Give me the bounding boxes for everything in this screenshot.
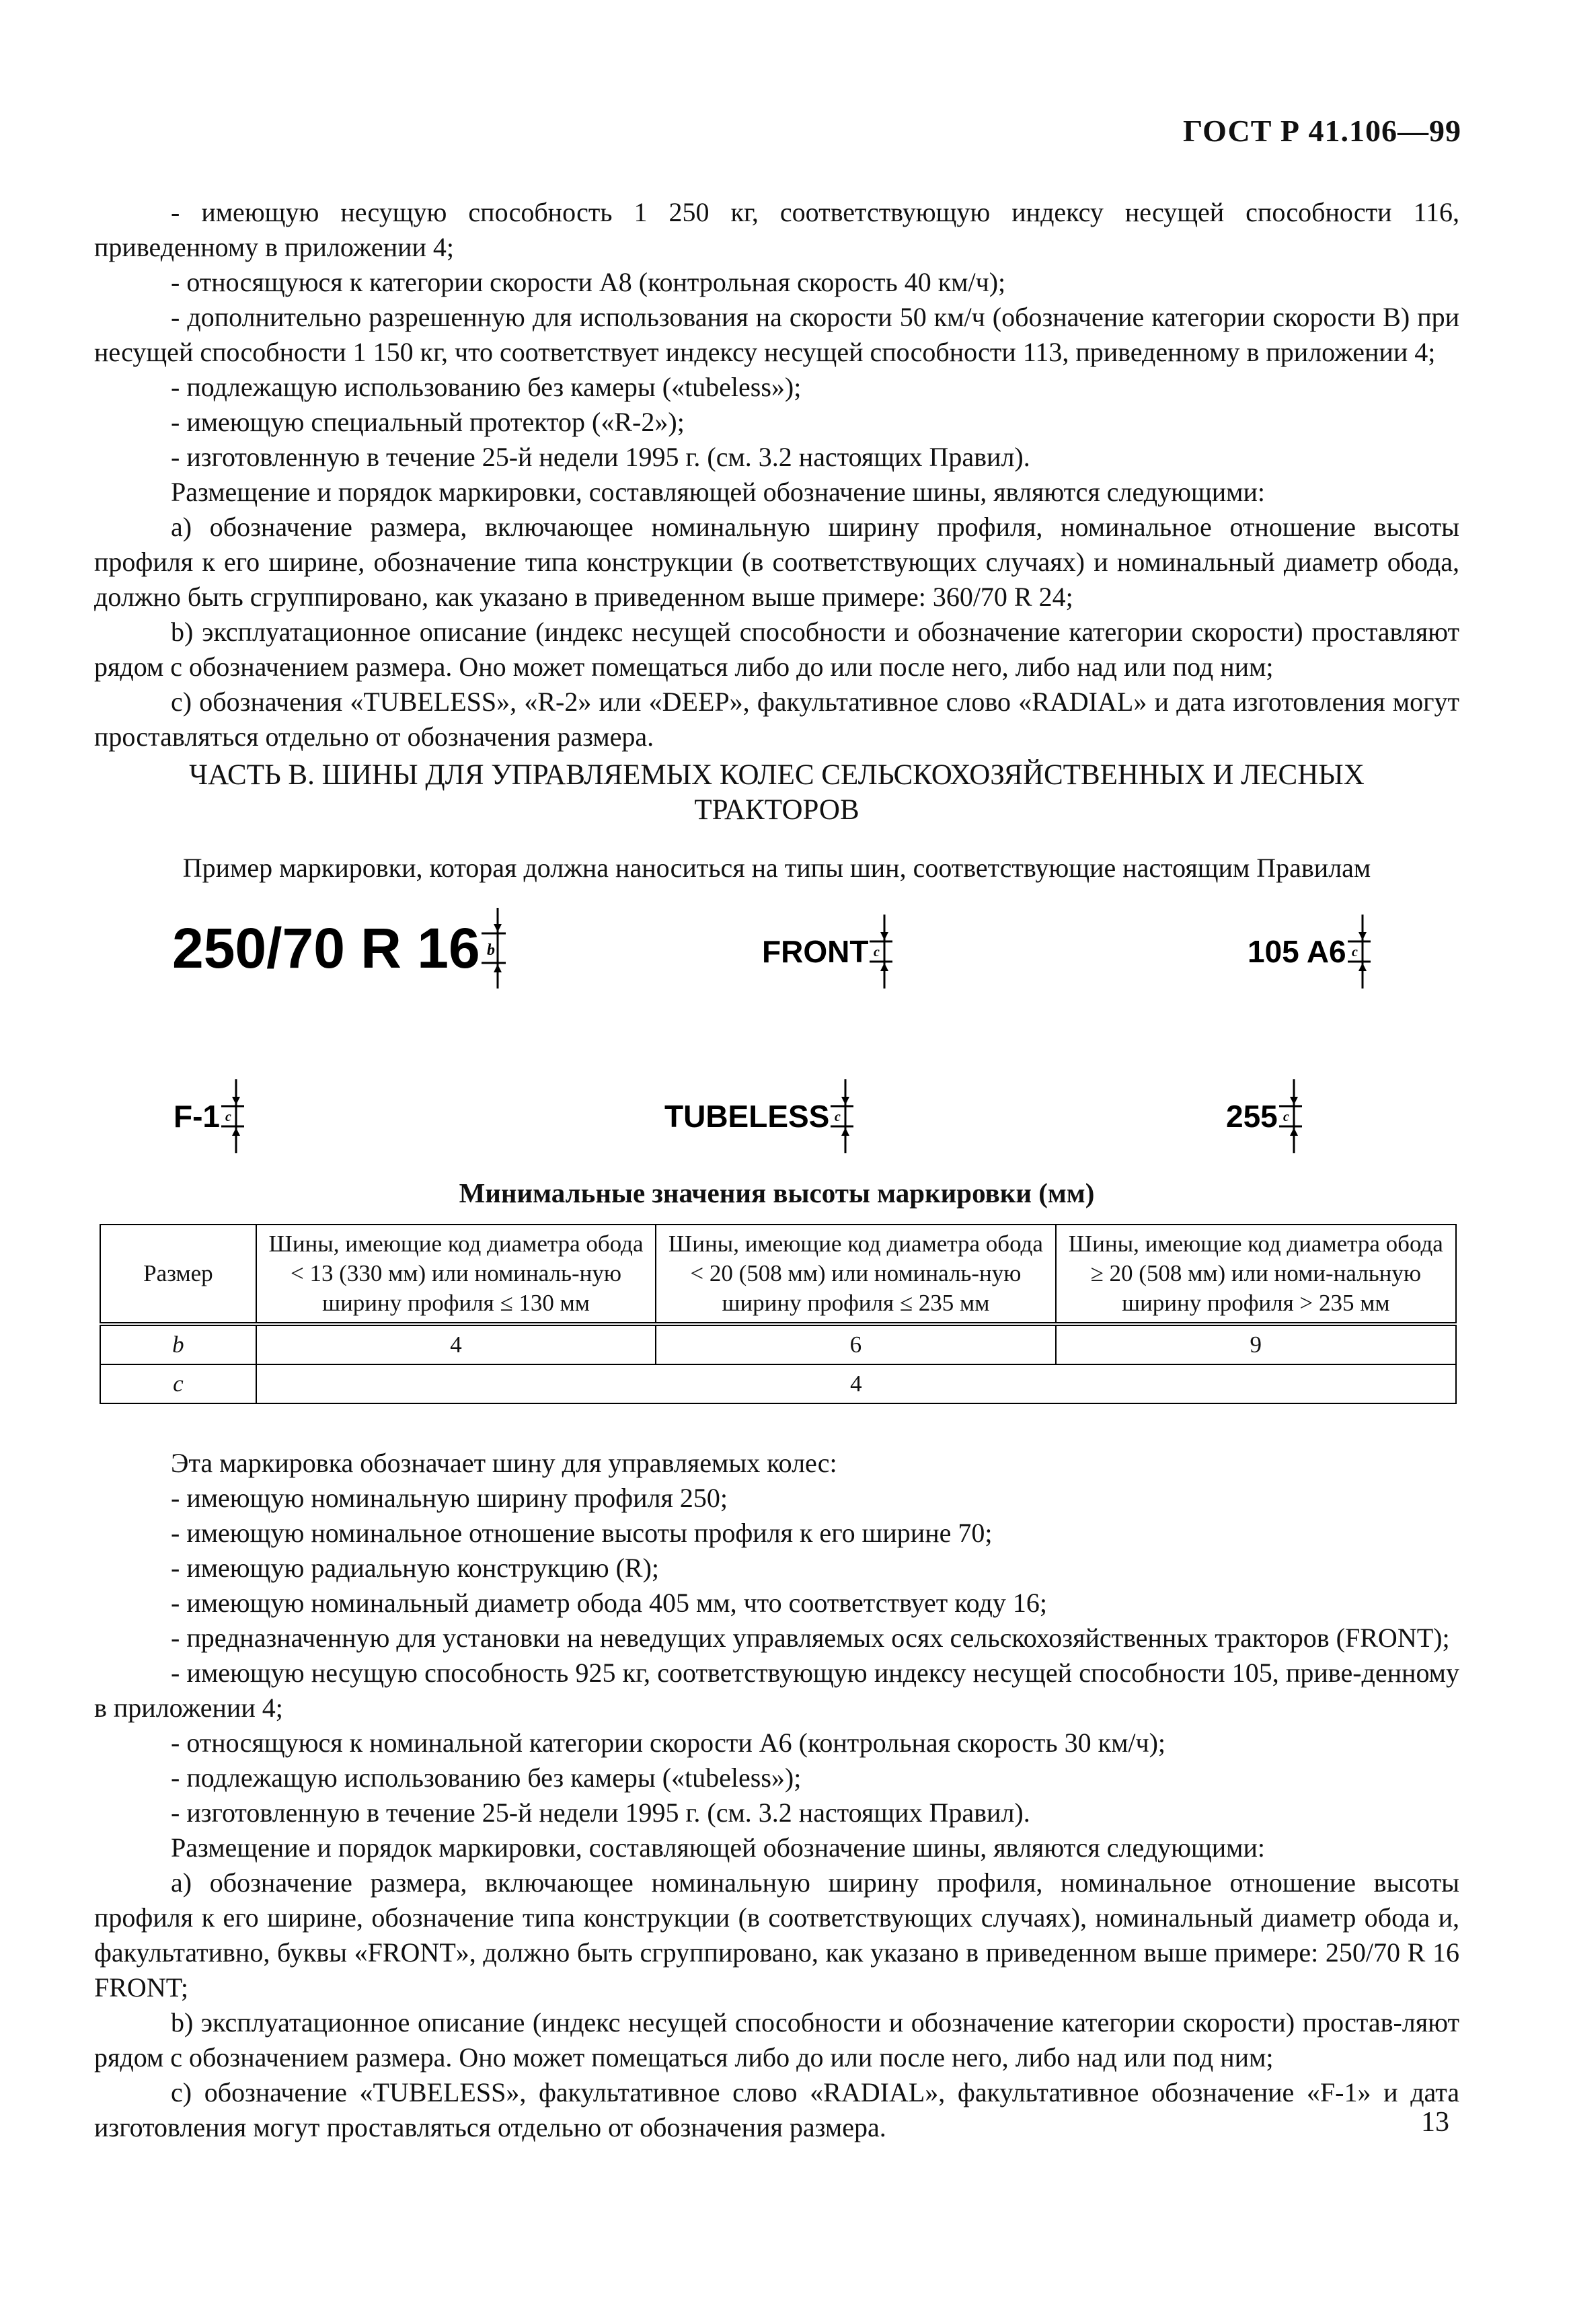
- dimension-marker-icon: [1279, 1079, 1307, 1153]
- text-line: Размещение и порядок маркировки, составляющей обозначение шины, являются следующими:: [171, 1832, 1266, 1863]
- table-header-cell: Шины, имеющие код диаметра обода < 13 (330 мм) или номиналь-ную ширину профиля ≤ 130 мм: [256, 1225, 656, 1324]
- dimension-label-b: b: [486, 941, 495, 959]
- section-title-line-2: ТРАКТОРОВ: [694, 794, 859, 826]
- text-line: а) обозначение размера, включающее номинальную ширину профиля, номинальное отношение высоты профиля к его ширине, обозначение типа конструкции (в соответствующих случаях) и номинальный диаметр обода, должно быть сгруппировано, как указано в приведенном выше примере: 360/70 R 24;: [94, 512, 1459, 612]
- table-header-row: [100, 1225, 1456, 1324]
- dimension-label-c: c: [835, 1110, 841, 1124]
- table-cell-size-label: b: [100, 1324, 256, 1364]
- text-line: b) эксплуатационное описание (индекс несущей способности и обозначение категории скорости) простав-ляют рядом с обозначением размера. Оно может помещаться либо до или после него, либо над или под ним;: [94, 2007, 1459, 2073]
- page-header-doc-id: ГОСТ Р 41.106—99: [1183, 114, 1461, 148]
- dimension-marker-icon: [1348, 915, 1376, 989]
- min-height-table: [100, 1224, 1457, 1404]
- marking-tubeless-text: TUBELESS: [664, 1099, 830, 1134]
- text-line: - имеющую несущую способность 1 250 кг, соответствующую индексу несущей способности 116, приведенному в приложении 4;: [94, 197, 1459, 262]
- text-line: - имеющую номинальный диаметр обода 405 мм, что соответствует коду 16;: [171, 1588, 1047, 1618]
- dimension-label-c: c: [874, 945, 880, 960]
- table-row: [100, 1364, 1456, 1403]
- marking-size-example: [172, 908, 512, 989]
- text-line: с) обозначение «TUBELESS», факультативное слово «RADIAL», факультативное обозначение «F-1» и дата изготовления могут проставляться отдельно от обозначения размера.: [94, 2077, 1459, 2142]
- table-header-cell: Шины, имеющие код диаметра обода ≥ 20 (508 мм) или номи-нальную ширину профиля > 235 мм: [1056, 1225, 1456, 1324]
- dimension-label-c: c: [225, 1110, 231, 1124]
- top-text-block: [94, 195, 1459, 754]
- text-line: - дополнительно разрешенную для использования на скорости 50 км/ч (обозначение категории скорости В) при несущей способности 1 150 кг, что соответствует индексу несущей способности 113, приведенному в приложении 4;: [94, 302, 1459, 367]
- text-line: - относящуюся к категории скорости А8 (контрольная скорость 40 км/ч);: [171, 267, 1006, 297]
- text-line: - имеющую специальный протектор («R-2»);: [171, 407, 685, 437]
- marking-date-example: [1226, 1079, 1307, 1153]
- table-cell: 6: [656, 1324, 1055, 1364]
- marking-date-text: 255: [1226, 1099, 1278, 1134]
- text-line: - предназначенную для установки на неведущих управляемых осях сельскохозяйственных тракторов (FRONT);: [171, 1623, 1450, 1653]
- marking-f1-text: F-1: [174, 1099, 220, 1134]
- dimension-marker-icon: [831, 1079, 859, 1153]
- marking-front-example: [762, 915, 898, 989]
- dimension-marker-icon: [482, 908, 512, 989]
- text-line: с) обозначения «TUBELESS», «R-2» или «DEEP», факультативное слово «RADIAL» и дата изготовления могут проставляться отдельно от обозначения размера.: [94, 687, 1459, 752]
- dimension-label-c: c: [1283, 1110, 1289, 1124]
- text-line: - имеющую номинальное отношение высоты профиля к его ширине 70;: [171, 1518, 993, 1548]
- example-caption: Пример маркировки, которая должна наноситься на типы шин, соответствующие настоящим Правилам: [182, 853, 1371, 883]
- section-title: [94, 758, 1459, 828]
- bottom-text-block: [94, 1446, 1459, 2145]
- table-cell: 4: [256, 1364, 1456, 1403]
- table-header-cell: Размер: [100, 1225, 256, 1324]
- dimension-marker-icon: [870, 915, 898, 989]
- marking-load-speed-example: [1248, 915, 1376, 989]
- text-line: - имеющую несущую способность 925 кг, соответствующую индексу несущей способности 105, приве-денному в приложении 4;: [94, 1658, 1459, 1723]
- marking-size-text: 250/70 R 16: [172, 916, 480, 980]
- page-number: 13: [1421, 2107, 1449, 2138]
- table-cell-size-label: c: [100, 1364, 256, 1403]
- table-row: [100, 1324, 1456, 1364]
- marking-f1-example: [174, 1079, 250, 1153]
- marking-load-speed-text: 105 A6: [1248, 934, 1346, 969]
- text-line: - подлежащую использованию без камеры («tubeless»);: [171, 1763, 802, 1793]
- text-line: - изготовленную в течение 25-й недели 1995 г. (см. 3.2 настоящих Правил).: [171, 1797, 1030, 1828]
- text-line: - имеющую радиальную конструкцию (R);: [171, 1553, 660, 1583]
- text-line: - имеющую номинальную ширину профиля 250;: [171, 1483, 728, 1513]
- table-cell: 9: [1056, 1324, 1456, 1364]
- text-line: Размещение и порядок маркировки, составляющей обозначение шины, являются следующими:: [171, 477, 1266, 507]
- text-line: b) эксплуатационное описание (индекс несущей способности и обозначение категории скорости) проставляют рядом с обозначением размера. Оно может помещаться либо до или после него, либо над или под ним;: [94, 617, 1459, 682]
- text-line: а) обозначение размера, включающее номинальную ширину профиля, номинальное отношение высоты профиля к его ширине, обозначение типа конструкции (в соответствующих случаях), номинальный диаметр обода и, факультативно, буквы «FRONT», должно быть сгруппировано, как указано в приведенном выше примере: 250/70 R 16 FRONT;: [94, 1867, 1459, 2003]
- table-cell: 4: [256, 1324, 656, 1364]
- marking-tubeless-example: [664, 1079, 859, 1153]
- table-title: Минимальные значения высоты маркировки (мм): [459, 1177, 1095, 1208]
- text-line: Эта маркировка обозначает шину для управляемых колес:: [171, 1448, 837, 1478]
- section-title-line-1: ЧАСТЬ В. ШИНЫ ДЛЯ УПРАВЛЯЕМЫХ КОЛЕС СЕЛЬСКОХОЗЯЙСТВЕННЫХ И ЛЕСНЫХ: [189, 759, 1365, 791]
- marking-front-text: FRONT: [762, 934, 869, 969]
- text-line: - изготовленную в течение 25-й недели 1995 г. (см. 3.2 настоящих Правил).: [171, 442, 1030, 472]
- text-line: - относящуюся к номинальной категории скорости А6 (контрольная скорость 30 км/ч);: [171, 1728, 1166, 1758]
- dimension-label-c: c: [1351, 945, 1358, 960]
- dimension-marker-icon: [221, 1079, 250, 1153]
- table-header-cell: Шины, имеющие код диаметра обода < 20 (508 мм) или номиналь-ную ширину профиля ≤ 235 мм: [656, 1225, 1055, 1324]
- text-line: - подлежащую использованию без камеры («tubeless»);: [171, 372, 802, 402]
